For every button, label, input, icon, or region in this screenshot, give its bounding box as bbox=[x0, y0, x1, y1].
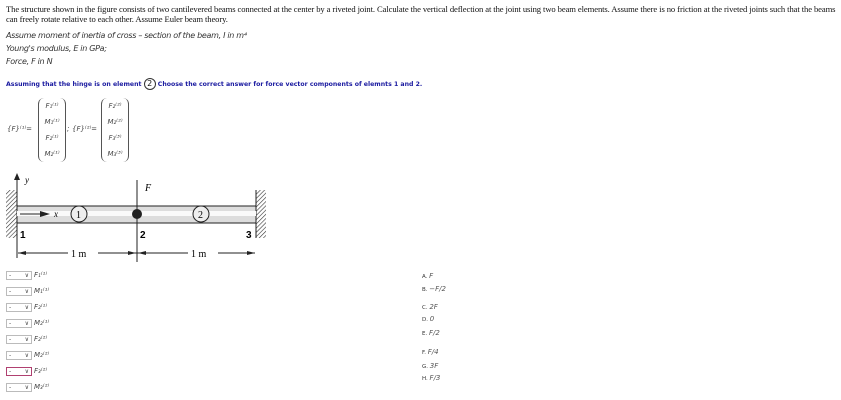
assumption-modulus: Young's modulus, E in GPa; bbox=[6, 44, 107, 53]
element-1-label: 1 bbox=[76, 210, 81, 221]
answer-row bbox=[6, 317, 49, 329]
option-item bbox=[422, 374, 440, 382]
option-value: 0 bbox=[429, 315, 435, 323]
chevron-down-icon: ∨ bbox=[24, 351, 29, 359]
answer-row bbox=[6, 285, 49, 297]
chevron-down-icon: ∨ bbox=[24, 319, 29, 327]
option-key: G. bbox=[422, 364, 429, 370]
f2-label: {F}⁽²⁾= bbox=[72, 125, 98, 133]
f1-comp: M₁⁽¹⁾ bbox=[44, 118, 60, 126]
option-item bbox=[422, 329, 440, 337]
length-1: 1 m bbox=[71, 249, 87, 260]
rivet-joint bbox=[132, 209, 142, 219]
element-circle: 2 bbox=[144, 78, 156, 90]
component-label: M₂⁽¹⁾ bbox=[34, 319, 50, 327]
answer-row bbox=[6, 301, 47, 313]
question-text bbox=[6, 78, 422, 90]
option-item bbox=[422, 315, 434, 323]
option-value: F/4 bbox=[427, 348, 439, 356]
component-label: F₃⁽²⁾ bbox=[34, 367, 48, 375]
option-key: E. bbox=[422, 331, 428, 337]
f1-vector bbox=[38, 98, 66, 162]
option-key: D. bbox=[422, 317, 428, 323]
answer-row bbox=[6, 365, 47, 377]
answer-select[interactable] bbox=[6, 271, 32, 280]
element-2-label: 2 bbox=[198, 210, 203, 221]
option-key: C. bbox=[422, 305, 428, 311]
select-value: - bbox=[9, 303, 12, 311]
answer-select[interactable] bbox=[6, 287, 32, 296]
answer-select[interactable] bbox=[6, 367, 32, 376]
option-item bbox=[422, 348, 439, 356]
chevron-down-icon: ∨ bbox=[24, 287, 29, 295]
answer-select[interactable] bbox=[6, 303, 32, 312]
question-before: Assuming that the hinge is on element bbox=[6, 81, 142, 88]
option-value: F bbox=[429, 272, 434, 280]
force-label: F bbox=[145, 183, 152, 194]
option-key: H. bbox=[422, 376, 428, 382]
answer-select[interactable] bbox=[6, 319, 32, 328]
select-value: - bbox=[9, 383, 12, 391]
answer-select[interactable] bbox=[6, 351, 32, 360]
chevron-down-icon: ∨ bbox=[24, 367, 29, 375]
assumption-inertia: Assume moment of inertia of cross – section of the beam, I in m⁴ bbox=[6, 31, 247, 40]
component-label: M₂⁽²⁾ bbox=[34, 351, 50, 359]
node-2: 2 bbox=[140, 230, 146, 241]
option-value: 2F bbox=[429, 303, 438, 311]
x-label: x bbox=[54, 209, 58, 219]
option-key: B. bbox=[422, 287, 428, 293]
left-wall bbox=[6, 190, 17, 238]
chevron-down-icon: ∨ bbox=[24, 303, 29, 311]
component-label: F₂⁽²⁾ bbox=[34, 335, 48, 343]
answer-row bbox=[6, 381, 49, 393]
option-item bbox=[422, 285, 446, 293]
option-key: F. bbox=[422, 350, 427, 356]
component-label: F₁⁽¹⁾ bbox=[34, 271, 48, 279]
option-value: −F/2 bbox=[429, 285, 446, 293]
component-label: M₃⁽²⁾ bbox=[34, 383, 50, 391]
problem-text: The structure shown in the figure consists of two cantilevered beams connected at the center by a riveted joint. Calculate the vertical deflection at the joint using two beam elements. Assume there is no friction at the riveted joints such that the beams can freely rotate relative to each other. Assume Euler beam theory. bbox=[6, 4, 836, 24]
select-value: - bbox=[9, 335, 12, 343]
f1-comp: F₂⁽¹⁾ bbox=[45, 134, 59, 142]
answer-select[interactable] bbox=[6, 335, 32, 344]
question-after: Choose the correct answer for force vector components of elemnts 1 and 2. bbox=[157, 81, 423, 88]
select-value: - bbox=[9, 367, 12, 375]
y-axis-arrow bbox=[14, 173, 20, 180]
option-item bbox=[422, 272, 433, 280]
f2-vector bbox=[101, 98, 129, 162]
option-key: A. bbox=[422, 274, 428, 280]
f1-label: {F}⁽¹⁾= bbox=[7, 125, 33, 133]
assumption-force: Force, F in N bbox=[6, 57, 53, 66]
node-1: 1 bbox=[20, 230, 26, 241]
chevron-down-icon: ∨ bbox=[24, 271, 29, 279]
f2-comp: F₂⁽²⁾ bbox=[108, 102, 122, 110]
option-item bbox=[422, 362, 438, 370]
option-value: F/3 bbox=[429, 374, 441, 382]
f2-comp: M₃⁽³⁾ bbox=[107, 150, 123, 158]
separator: ; bbox=[67, 125, 70, 133]
f2-comp: F₃⁽³⁾ bbox=[108, 134, 122, 142]
right-wall bbox=[256, 190, 266, 238]
f2-comp: M₂⁽²⁾ bbox=[107, 118, 123, 126]
y-label: y bbox=[25, 175, 29, 185]
component-label: F₂⁽¹⁾ bbox=[34, 303, 48, 311]
answer-select[interactable] bbox=[6, 383, 32, 392]
select-value: - bbox=[9, 287, 12, 295]
length-2: 1 m bbox=[191, 249, 207, 260]
chevron-down-icon: ∨ bbox=[24, 383, 29, 391]
option-value: F/2 bbox=[428, 329, 440, 337]
answer-row bbox=[6, 269, 47, 281]
select-value: - bbox=[9, 271, 12, 279]
f1-comp: M₂⁽¹⁾ bbox=[44, 150, 60, 158]
answer-row bbox=[6, 333, 47, 345]
select-value: - bbox=[9, 319, 12, 327]
answer-row bbox=[6, 349, 49, 361]
option-value: 3F bbox=[429, 362, 439, 370]
f1-comp: F₁⁽¹⁾ bbox=[45, 102, 59, 110]
chevron-down-icon: ∨ bbox=[24, 335, 29, 343]
component-label: M₁⁽¹⁾ bbox=[34, 287, 50, 295]
node-3: 3 bbox=[246, 230, 252, 241]
beam-figure bbox=[0, 170, 300, 265]
option-item bbox=[422, 303, 438, 311]
select-value: - bbox=[9, 351, 12, 359]
